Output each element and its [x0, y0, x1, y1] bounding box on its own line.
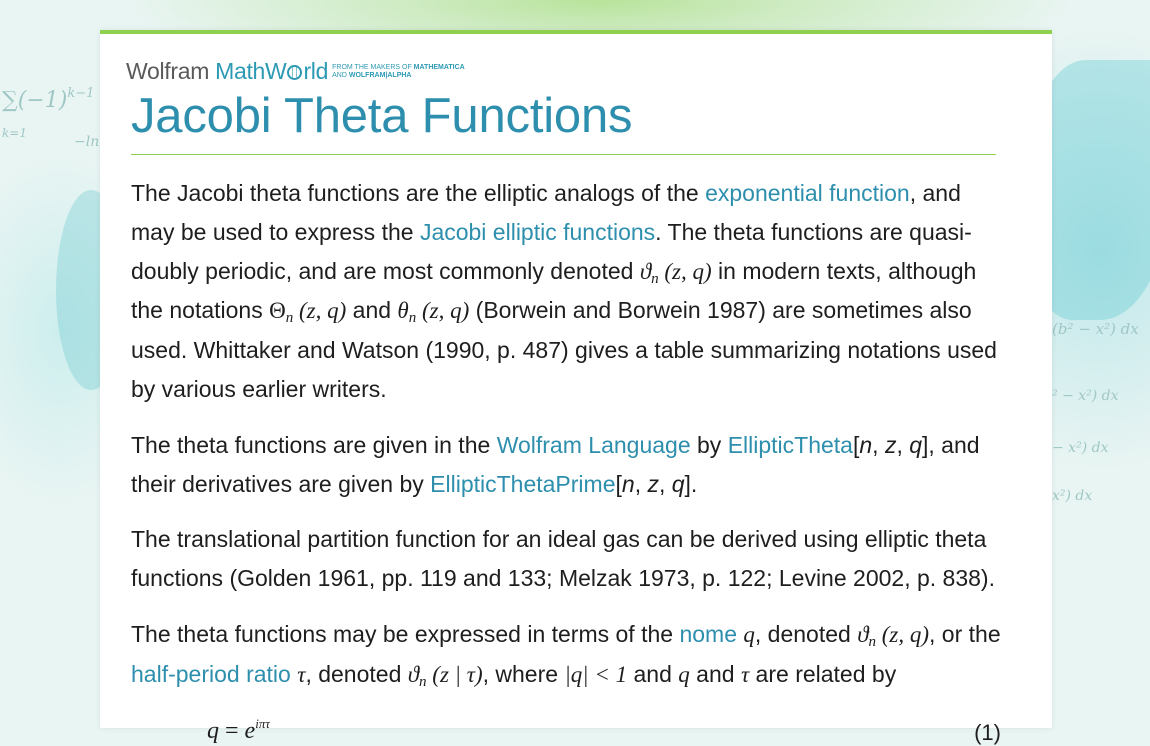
- link-elliptic-theta[interactable]: EllipticTheta: [727, 431, 853, 458]
- math-abs-q: |q| < 1: [564, 661, 628, 687]
- article-body: [131, 174, 1001, 745]
- link-jacobi-elliptic-functions[interactable]: Jacobi elliptic functions: [419, 218, 656, 245]
- equation-1: [131, 712, 1001, 745]
- equation-expression: $q = e^{i\pi\tau}$: [207, 715, 270, 744]
- math-theta-zq: $ϑ_n$ (z, q): [857, 621, 930, 650]
- paragraph-intro: The Jacobi theta functions are the elliptic analogs of the exponential function, and may be used to express the Jacobi elliptic functions. The theta functions are quasi-doubly periodic, and are most commonly denoted $ϑ_n$ (z, q) in modern texts, although the notations $\Theta_n$ (z, q) and $\theta_n$ (z, q) (Borwein and Borwein 1987) are sometimes also used. Whittaker and Watson (1990, p. 487) gives a table summarizing notations used by various earlier writers.: [131, 180, 997, 402]
- logo-tagline: FROM THE MAKERS OF MATHEMATICA AND WOLFRAM|ALPHA: [332, 63, 465, 79]
- math-theta-ztau: $ϑ_n$ (z | τ): [407, 661, 483, 690]
- math-q: q: [678, 661, 690, 687]
- background-math-decoration: − x²) dx: [1052, 440, 1109, 456]
- logo-wolfram-text: Wolfram: [126, 58, 210, 84]
- background-math-decoration: −ln: [74, 134, 100, 150]
- link-nome[interactable]: nome: [679, 620, 737, 647]
- paragraph-nome: The theta functions may be expressed in terms of the nome q, denoted $ϑ_n$ (z, q), or the half-period ratio τ, denoted $ϑ_n$ (z | τ), where |q| < 1 and q and τ are related by: [131, 620, 1001, 690]
- math-q: q: [743, 621, 755, 647]
- link-half-period-ratio[interactable]: half-period ratio: [131, 660, 291, 687]
- title-divider: [131, 154, 996, 155]
- equation-number: (1): [974, 719, 1001, 745]
- paragraph-wolfram-language: The theta functions are given in the Wolfram Language by EllipticTheta[n, z, q], and their derivatives are given by EllipticThetaPrime[n, z, q].: [131, 431, 980, 497]
- link-exponential-function[interactable]: exponential function: [705, 180, 910, 206]
- math-tau: τ: [297, 661, 306, 687]
- math-tau: τ: [740, 661, 750, 687]
- background-math-decoration: k=1: [2, 126, 27, 140]
- math-theta: $\theta_n$ (z, q): [397, 298, 470, 327]
- background-math-decoration: (b² − x²) dx: [1052, 320, 1139, 338]
- link-elliptic-theta-prime[interactable]: EllipticThetaPrime: [430, 470, 616, 497]
- math-theta-var: $ϑ_n$ (z, q): [639, 258, 712, 287]
- background-math-decoration: $\sum(-1)^{k-1}$: [2, 86, 95, 113]
- globe-icon: [287, 65, 302, 80]
- article-card: [100, 30, 1052, 745]
- link-wolfram-language[interactable]: Wolfram Language: [496, 431, 691, 458]
- site-logo-link[interactable]: [126, 58, 465, 85]
- background-math-decoration: ² − x²) dx: [1052, 388, 1119, 404]
- logo-mathworld-text: MathW rld: [215, 58, 329, 84]
- paragraph-partition-function: The translational partition function for an ideal gas can be derived using elliptic theta functions (Golden 1961, pp. 119 and 133; Melzak 1973, p. 122; Levine 2002, p. 838).: [131, 526, 995, 592]
- math-capital-theta: $\Theta_n$ (z, q): [269, 298, 347, 327]
- page-title: Jacobi Theta Functions: [131, 89, 633, 143]
- background-math-decoration: x²) dx: [1052, 488, 1093, 504]
